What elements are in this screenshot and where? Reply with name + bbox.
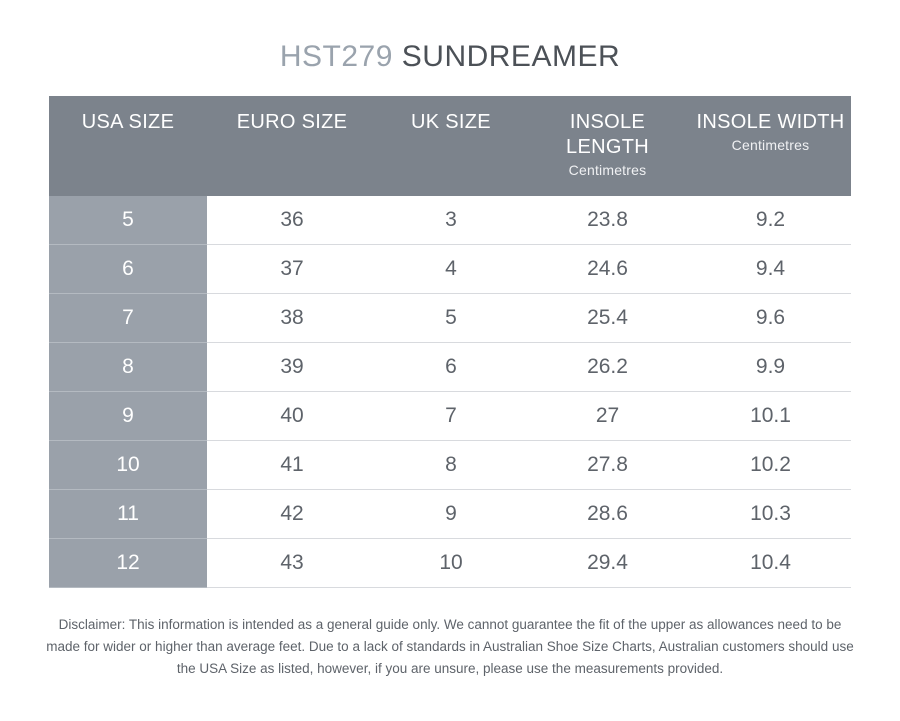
- table-row: [49, 244, 851, 293]
- cell-uk-size: 3: [377, 196, 525, 245]
- column-header-usa-size: [49, 96, 207, 196]
- cell-uk-size: 10: [377, 538, 525, 587]
- product-code: HST279: [279, 40, 393, 73]
- cell-insole-width: 9.6: [690, 293, 851, 342]
- table-header: [49, 96, 851, 196]
- column-header-unit: Centimetres: [731, 137, 810, 153]
- column-header-unit: Centimetres: [568, 162, 647, 178]
- cell-euro-size: 38: [207, 293, 377, 342]
- cell-insole-width: 10.4: [690, 538, 851, 587]
- cell-usa-size: 5: [49, 196, 207, 245]
- cell-usa-size: 9: [49, 391, 207, 440]
- table-row: [49, 293, 851, 342]
- product-name: SUNDREAMER: [401, 40, 621, 73]
- disclaimer-text: Disclaimer: This information is intended as a general guide only. We cannot guarantee the fit of the upper as allowances need to be made for wider or higher than average feet. Due to a lack of standards in Australian Shoe Size Charts, Australian customers should use the USA Size as listed, however, if you are unsure, please use the measurements provided.: [46, 616, 854, 677]
- table-row: [49, 440, 851, 489]
- cell-insole-length: 29.4: [525, 538, 690, 587]
- cell-euro-size: 39: [207, 342, 377, 391]
- cell-insole-length: 26.2: [525, 342, 690, 391]
- page-title: [0, 0, 900, 96]
- cell-insole-length: 28.6: [525, 489, 690, 538]
- column-header-label: UK SIZE: [411, 111, 491, 133]
- cell-euro-size: 37: [207, 244, 377, 293]
- cell-insole-width: 10.1: [690, 391, 851, 440]
- table-row: [49, 538, 851, 587]
- cell-insole-length: 27.8: [525, 440, 690, 489]
- cell-usa-size: 12: [49, 538, 207, 587]
- cell-usa-size: 6: [49, 244, 207, 293]
- cell-insole-length: 27: [525, 391, 690, 440]
- column-header-insole-width: [690, 96, 851, 196]
- cell-usa-size: 8: [49, 342, 207, 391]
- size-chart-table: [49, 96, 851, 588]
- cell-euro-size: 36: [207, 196, 377, 245]
- column-header-label: INSOLE WIDTH: [696, 111, 845, 133]
- cell-insole-width: 10.2: [690, 440, 851, 489]
- cell-euro-size: 43: [207, 538, 377, 587]
- cell-insole-width: 10.3: [690, 489, 851, 538]
- cell-insole-width: 9.2: [690, 196, 851, 245]
- table-row: [49, 489, 851, 538]
- table-row: [49, 342, 851, 391]
- column-header-label: USA SIZE: [81, 111, 175, 133]
- cell-uk-size: 6: [377, 342, 525, 391]
- column-header-euro-size: [207, 96, 377, 196]
- column-header-uk-size: [377, 96, 525, 196]
- header-row: [49, 96, 851, 196]
- column-header-insole-length: [525, 96, 690, 196]
- cell-uk-size: 4: [377, 244, 525, 293]
- cell-usa-size: 7: [49, 293, 207, 342]
- column-header-label: EURO SIZE: [236, 111, 348, 133]
- cell-uk-size: 7: [377, 391, 525, 440]
- cell-uk-size: 5: [377, 293, 525, 342]
- cell-insole-width: 9.4: [690, 244, 851, 293]
- cell-insole-length: 24.6: [525, 244, 690, 293]
- table-body: [49, 196, 851, 588]
- cell-insole-width: 9.9: [690, 342, 851, 391]
- cell-uk-size: 8: [377, 440, 525, 489]
- cell-uk-size: 9: [377, 489, 525, 538]
- cell-insole-length: 23.8: [525, 196, 690, 245]
- cell-usa-size: 11: [49, 489, 207, 538]
- cell-euro-size: 41: [207, 440, 377, 489]
- column-header-label: INSOLE LENGTH: [566, 111, 649, 158]
- table-row: [49, 391, 851, 440]
- cell-euro-size: 40: [207, 391, 377, 440]
- table-row: [49, 196, 851, 245]
- cell-usa-size: 10: [49, 440, 207, 489]
- cell-insole-length: 25.4: [525, 293, 690, 342]
- cell-euro-size: 42: [207, 489, 377, 538]
